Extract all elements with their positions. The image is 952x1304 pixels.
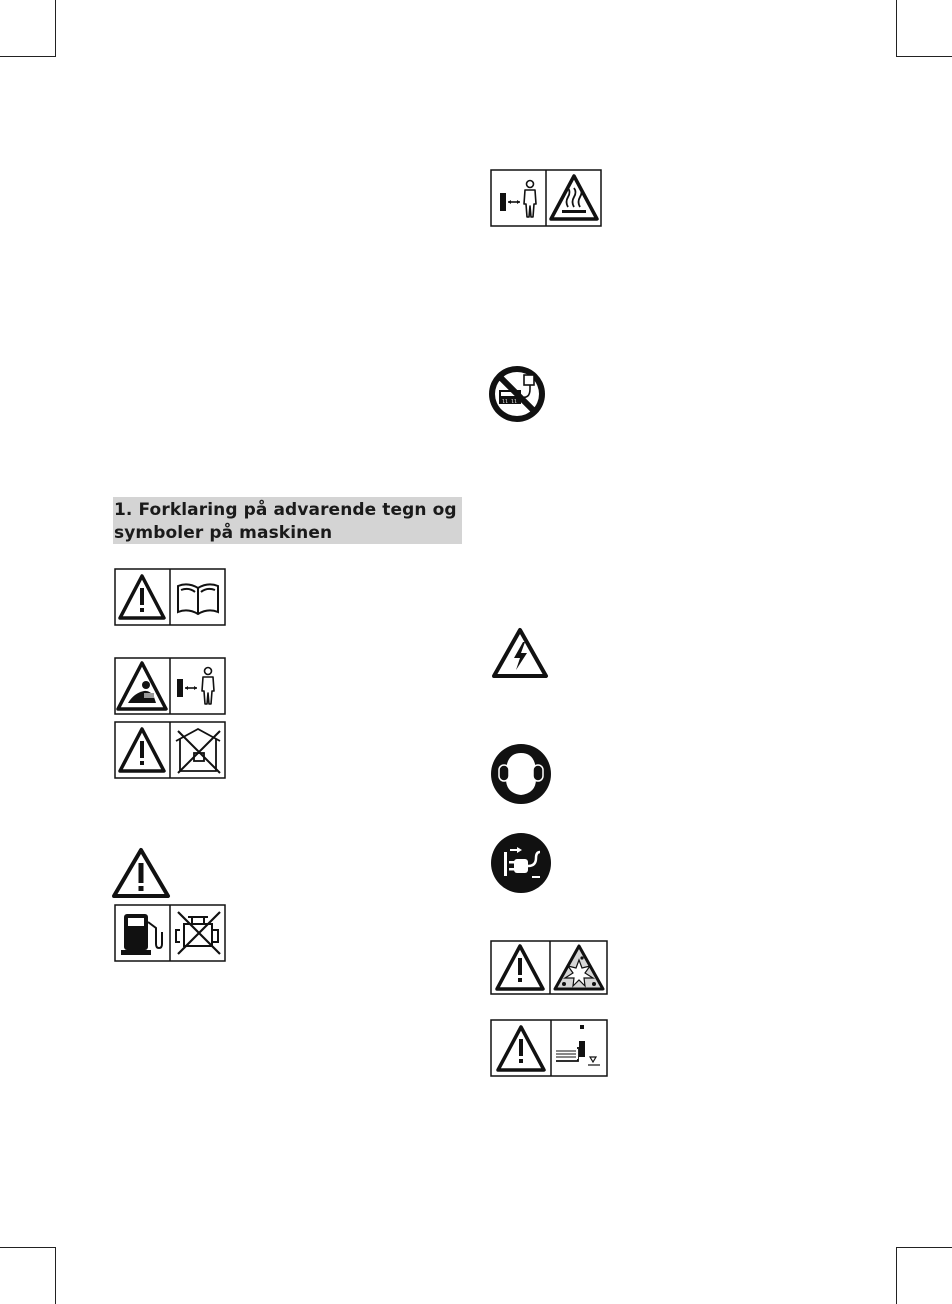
symbol-fuel-engine-stopped [114, 904, 226, 962]
crop-mark [0, 56, 56, 57]
section-title-line2: symboler på maskinen [114, 523, 333, 543]
crop-mark [896, 56, 952, 57]
warning-triangle-icon [114, 850, 168, 896]
symbol-warning-no-indoor-use [114, 721, 226, 779]
section-title-line1: Forklaring på advarende tegn og [138, 500, 457, 520]
symbol-warning-explosion [490, 940, 608, 995]
no-grid-connection-icon [489, 366, 545, 422]
crop-mark [0, 1247, 56, 1248]
hearing-protection-icon [491, 744, 551, 804]
symbol-electric-shock [490, 626, 550, 680]
symbol-no-grid-connection [486, 363, 548, 425]
symbol-general-warning [110, 846, 172, 900]
svg-text:ll ll: ll ll [502, 399, 518, 405]
crop-mark [896, 0, 897, 57]
symbol-warning-fuel-level [490, 1019, 608, 1077]
symbol-keep-distance-hot-surface [490, 169, 602, 227]
crop-mark [55, 0, 56, 57]
symbol-warning-hot-exhaust [114, 657, 226, 715]
disconnect-plug-icon [491, 833, 551, 893]
crop-mark [896, 1247, 897, 1304]
symbol-warning-read-manual [114, 568, 226, 626]
crop-mark [896, 1247, 952, 1248]
section-heading [113, 497, 462, 544]
symbol-disconnect-plug [490, 832, 552, 894]
section-number: 1. [114, 500, 133, 520]
symbol-hearing-protection [490, 743, 552, 805]
electric-shock-icon [494, 630, 546, 676]
crop-mark [55, 1247, 56, 1304]
